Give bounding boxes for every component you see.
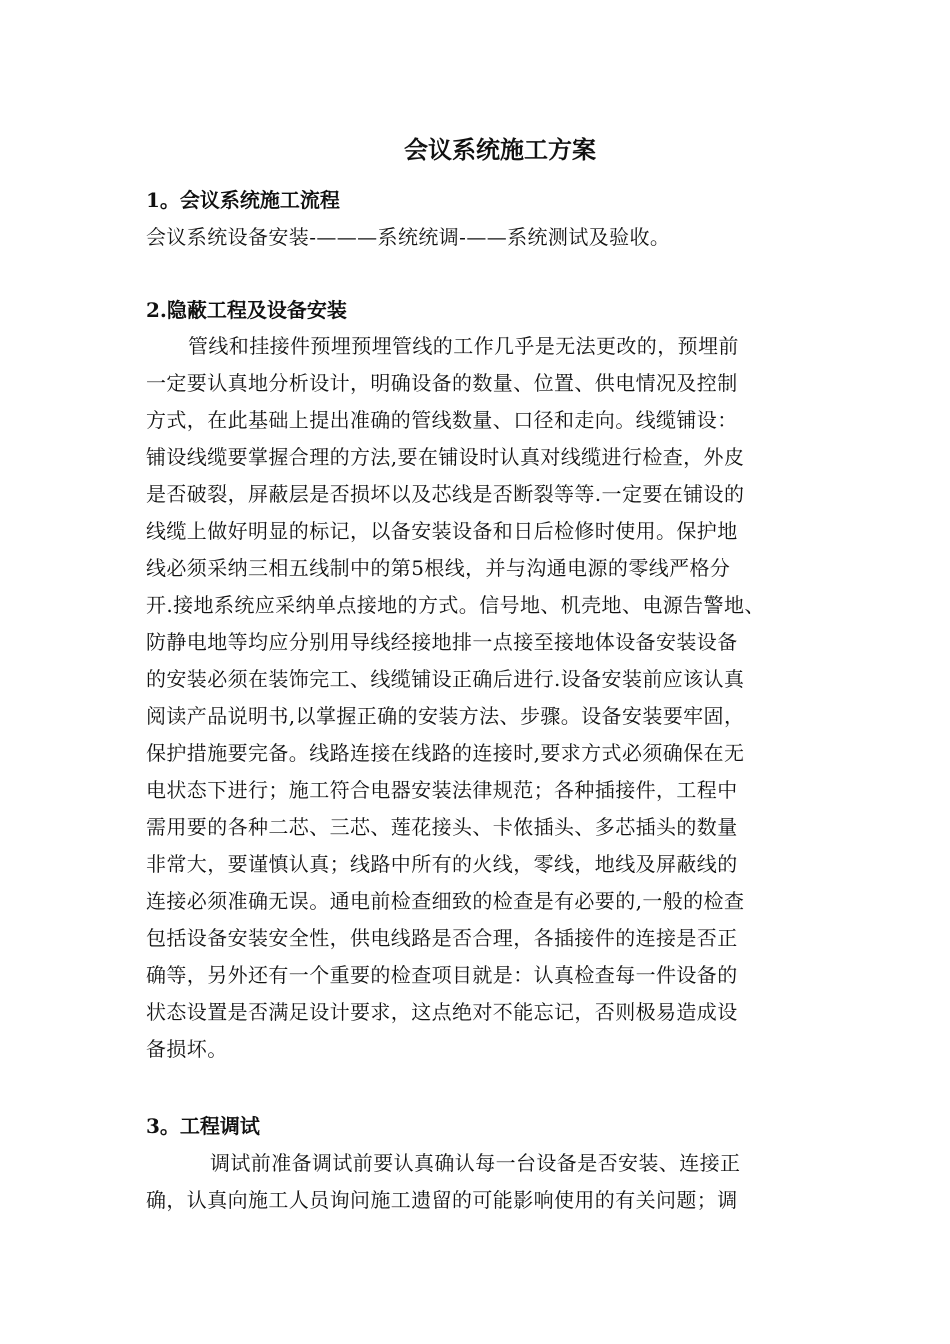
section-2-line: 连接必须准确无误。通电前检查细致的检查是有必要的,一般的检查 xyxy=(146,889,745,913)
section-2-line: 阅读产品说明书,以掌握正确的安装方法、步骤。设备安装要牢固， xyxy=(146,704,745,728)
section-2-line: 电状态下进行；施工符合电器安装法律规范；各种插接件，工程中 xyxy=(146,778,738,802)
section-2-line: 方式，在此基础上提出准确的管线数量、口径和走向。线缆铺设： xyxy=(146,408,738,432)
section-3-line: 确，认真向施工人员询问施工遗留的可能影响使用的有关问题；调 xyxy=(146,1188,738,1212)
section-2-line: 的安装必须在装饰完工、线缆铺设正确后进行.设备安装前应该认真 xyxy=(146,667,745,691)
section-2-line: 包括设备安装安全性，供电线路是否合理，各插接件的连接是否正 xyxy=(146,926,738,950)
section-1-line: 会议系统设备安装-———系统统调-——系统测试及验收。 xyxy=(146,225,671,249)
section-1-heading: 1。会议系统施工流程 xyxy=(146,188,340,212)
section-2-line: 确等，另外还有一个重要的检查项目就是：认真检查每一件设备的 xyxy=(146,963,738,987)
section-3-heading: 3。工程调试 xyxy=(146,1114,260,1138)
section-2-line: 备损坏。 xyxy=(146,1037,228,1061)
document-title: 会议系统施工方案 xyxy=(404,135,596,164)
section-2-line: 保护措施要完备。线路连接在线路的连接时,要求方式必须确保在无 xyxy=(146,741,745,765)
section-2-line: 一定要认真地分析设计，明确设备的数量、位置、供电情况及控制 xyxy=(146,371,738,395)
section-2-line: 非常大，要谨慎认真；线路中所有的火线，零线，地线及屏蔽线的 xyxy=(146,852,738,876)
section-2-line: 防静电地等均应分别用导线经接地排一点接至接地体设备安装设备 xyxy=(146,630,738,654)
section-2-heading: 2.隐蔽工程及设备安装 xyxy=(146,298,347,322)
section-2-line: 是否破裂，屏蔽层是否损坏以及芯线是否断裂等等.一定要在铺设的 xyxy=(146,482,745,506)
section-2-line: 需用要的各种二芯、三芯、莲花接头、卡侬插头、多芯插头的数量 xyxy=(146,815,738,839)
section-2-line: 线缆上做好明显的标记，以备安装设备和日后检修时使用。保护地 xyxy=(146,519,738,543)
section-2-line: 开.接地系统应采纳单点接地的方式。信号地、机壳地、电源告警地、 xyxy=(146,593,765,617)
section-2-line: 线必须采纳三相五线制中的第5根线，并与沟通电源的零线严格分 xyxy=(146,556,731,580)
section-2-line: 管线和挂接件预埋预埋管线的工作几乎是无法更改的，预埋前 xyxy=(188,334,739,358)
section-2-line: 状态设置是否满足设计要求，这点绝对不能忘记，否则极易造成设 xyxy=(146,1000,738,1024)
section-3-line: 调试前准备调试前要认真确认每一台设备是否安装、连接正 xyxy=(210,1151,741,1175)
section-2-line: 铺设线缆要掌握合理的方法,要在铺设时认真对线缆进行检查，外皮 xyxy=(146,445,745,469)
